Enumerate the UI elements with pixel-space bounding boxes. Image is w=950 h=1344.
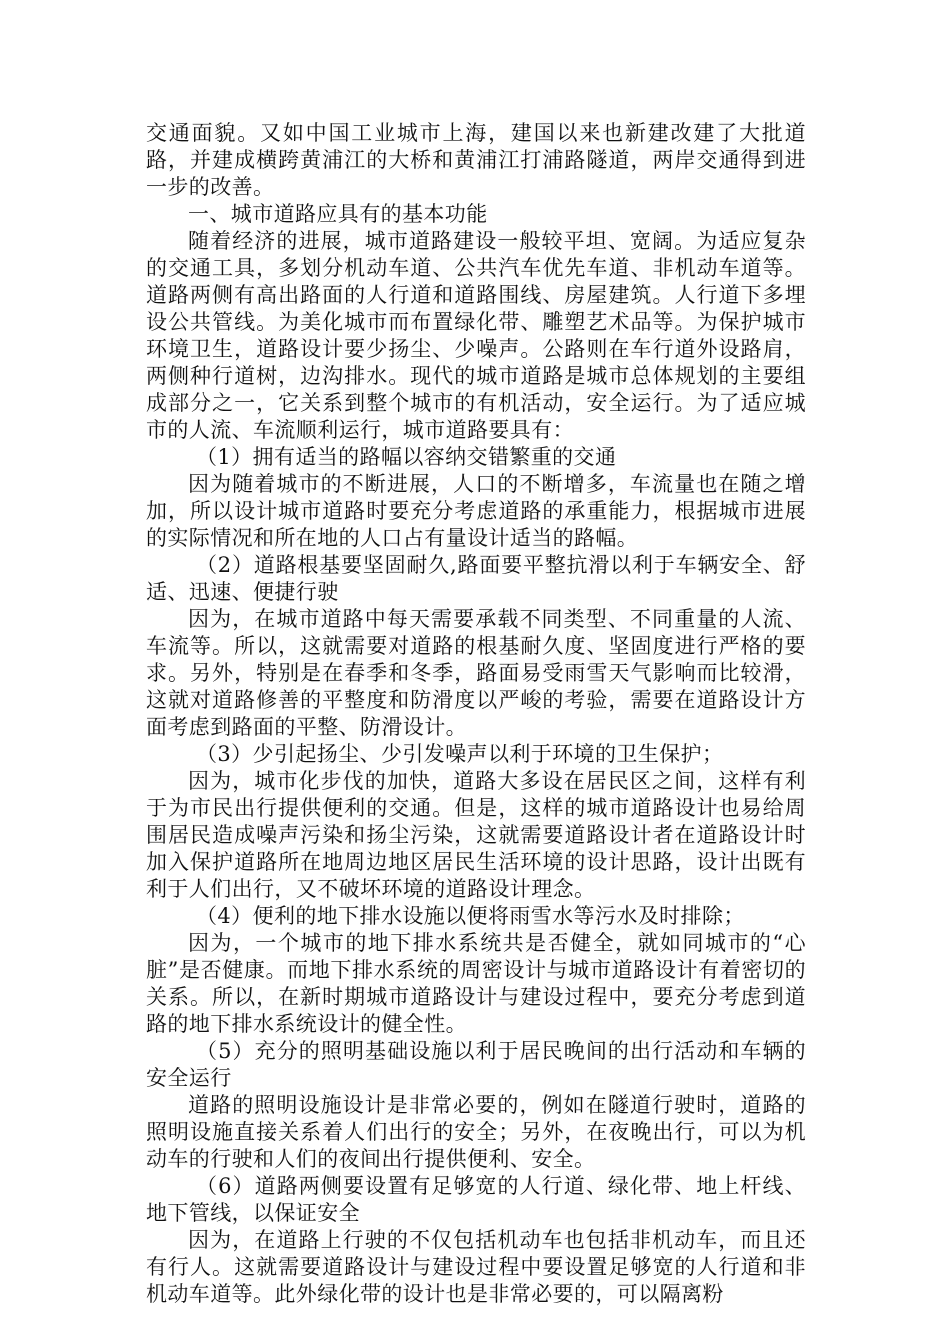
subheading-6: （6）道路两侧要设置有足够宽的人行道、绿化带、地上杆线、地下管线，以保证安全 [146,1174,806,1225]
subheading-4: （4）便利的地下排水设施以便将雨雪水等污水及时排除； [196,904,745,928]
body-paragraph-continued: 交通面貌。又如中国工业城市上海，建国以来也新建改建了大批道路，并建成横跨黄浦江的大桥和黄浦江打浦路隧道，两岸交通得到进一步的改善。 [146,121,806,199]
body-paragraph: 因为，在城市道路中每天需要承载不同类型、不同重量的人流、车流等。所以，这就需要对道路的根基耐久度、坚固度进行严格的要求。另外，特别是在春季和冬季，路面易受雨雪天气影响而比较滑，这就对道路修善的平整度和防滑度以严峻的考验，需要在道路设计方面考虑到路面的平整、防滑设计。 [146,607,806,739]
body-paragraph: 因为，一个城市的地下排水系统共是否健全，就如同城市的“心脏”是否健康。而地下排水系统的周密设计与城市道路设计有着密切的关系。所以，在新时期城市道路设计与建设过程中，要充分考虑到道路的地下排水系统设计的健全性。 [146,931,806,1036]
subheading-3: （3）少引起扬尘、少引发噪声以利于环境的卫生保护； [196,742,724,766]
subheading-1: （1）拥有适当的路幅以容纳交错繁重的交通 [196,445,617,469]
body-paragraph: 因为随着城市的不断进展，人口的不断增多，车流量也在随之增加，所以设计城市道路时要充分考虑道路的承重能力，根据城市进展的实际情况和所在地的人口占有量设计适当的路幅。 [146,472,806,550]
body-paragraph: 因为，城市化步伐的加快，道路大多设在居民区之间，这样有利于为市民出行提供便利的交通。但是，这样的城市道路设计也易给周围居民造成噪声污染和扬尘污染，这就需要道路设计者在道路设计时加入保护道路所在地周边地区居民生活环境的设计思路，设计出既有利于人们出行，又不破坏环境的道路设计理念。 [146,769,806,901]
body-paragraph: 因为，在道路上行驶的不仅包括机动车也包括非机动车，而且还有行人。这就需要道路设计与建设过程中要设置足够宽的人行道和非机动车道等。此外绿化带的设计也是非常必要的，可以隔离粉 [146,1228,806,1306]
document-page [146,120,806,1308]
subheading-5: （5）充分的照明基础设施以利于居民晚间的出行活动和车辆的安全运行 [146,1039,806,1090]
body-paragraph: 道路的照明设施设计是非常必要的，例如在隧道行驶时，道路的照明设施直接关系着人们出行的安全；另外，在夜晚出行，可以为机动车的行驶和人们的夜间出行提供便利、安全。 [146,1093,806,1171]
section-heading: 一、城市道路应具有的基本功能 [188,202,488,226]
body-paragraph: 随着经济的进展，城市道路建设一般较平坦、宽阔。为适应复杂的交通工具，多划分机动车道、公共汽车优先车道、非机动车道等。道路两侧有高出路面的人行道和道路围线、房屋建筑。人行道下多埋设公共管线。为美化城市而布置绿化带、雕塑艺术品等。为保护城市环境卫生，道路设计要少扬尘、少噪声。公路则在车行道外设路肩，两侧种行道树，边沟排水。现代的城市道路是城市总体规划的主要组成部分之一，它关系到整个城市的有机活动，安全运行。为了适应城市的人流、车流顺利运行，城市道路要具有： [146,229,806,442]
subheading-2: （2）道路根基要坚固耐久,路面要平整抗滑以利于车辆安全、舒适、迅速、便捷行驶 [146,553,806,604]
